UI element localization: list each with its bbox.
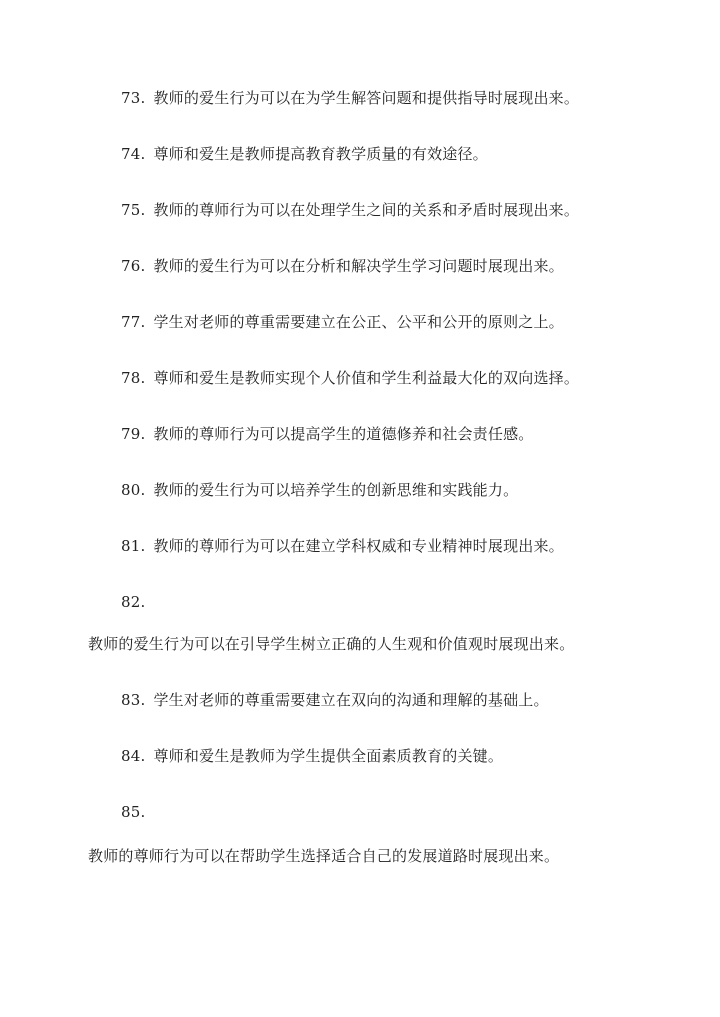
item-number: 84.: [121, 747, 146, 765]
item-text: 尊师和爱生是教师实现个人价值和学生利益最大化的双向选择。: [153, 369, 580, 387]
item-text: 教师的爱生行为可以在引导学生树立正确的人生观和价值观时展现出来。: [88, 635, 575, 653]
item-number: 85.: [121, 803, 146, 821]
item-number: 76.: [121, 257, 146, 275]
item-text: 学生对老师的尊重需要建立在公正、公平和公开的原则之上。: [153, 313, 564, 331]
list-item: [121, 424, 533, 444]
item-number: 82.: [121, 593, 146, 611]
list-item: [121, 746, 503, 766]
item-number: 73.: [121, 89, 146, 107]
item-number: 77.: [121, 313, 146, 331]
item-number: 81.: [121, 537, 146, 555]
item-text: 教师的尊师行为可以在建立学科权威和专业精神时展现出来。: [153, 537, 564, 555]
list-item: [121, 200, 579, 220]
list-item: [121, 312, 564, 332]
list-item: [121, 536, 564, 556]
item-number: 79.: [121, 425, 146, 443]
list-item: [121, 480, 518, 500]
item-number: 80.: [121, 481, 146, 499]
item-text: 尊师和爱生是教师提高教育教学质量的有效途径。: [153, 145, 488, 163]
item-text: 教师的爱生行为可以培养学生的创新思维和实践能力。: [153, 481, 519, 499]
list-item: [121, 88, 579, 108]
item-text: 学生对老师的尊重需要建立在双向的沟通和理解的基础上。: [153, 691, 549, 709]
list-item: [121, 690, 549, 710]
item-text: 尊师和爱生是教师为学生提供全面素质教育的关键。: [153, 747, 504, 765]
item-number: 75.: [121, 201, 146, 219]
item-number: 74.: [121, 145, 146, 163]
item-text: 教师的爱生行为可以在为学生解答问题和提供指导时展现出来。: [153, 89, 580, 107]
item-text: 教师的尊师行为可以在处理学生之间的关系和矛盾时展现出来。: [153, 201, 580, 219]
item-number: 83.: [121, 691, 146, 709]
list-item: [121, 144, 488, 164]
item-number: 78.: [121, 369, 146, 387]
list-item: [121, 256, 564, 276]
list-item-number-line: [121, 592, 145, 612]
item-text: 教师的尊师行为可以在帮助学生选择适合自己的发展道路时展现出来。: [88, 847, 560, 865]
list-item-text-line: [88, 634, 574, 654]
list-item-text-line: [88, 846, 559, 866]
list-item-number-line: [121, 802, 145, 822]
item-text: 教师的爱生行为可以在分析和解决学生学习问题时展现出来。: [153, 257, 564, 275]
item-text: 教师的尊师行为可以提高学生的道德修养和社会责任感。: [153, 425, 534, 443]
list-item: [121, 368, 579, 388]
